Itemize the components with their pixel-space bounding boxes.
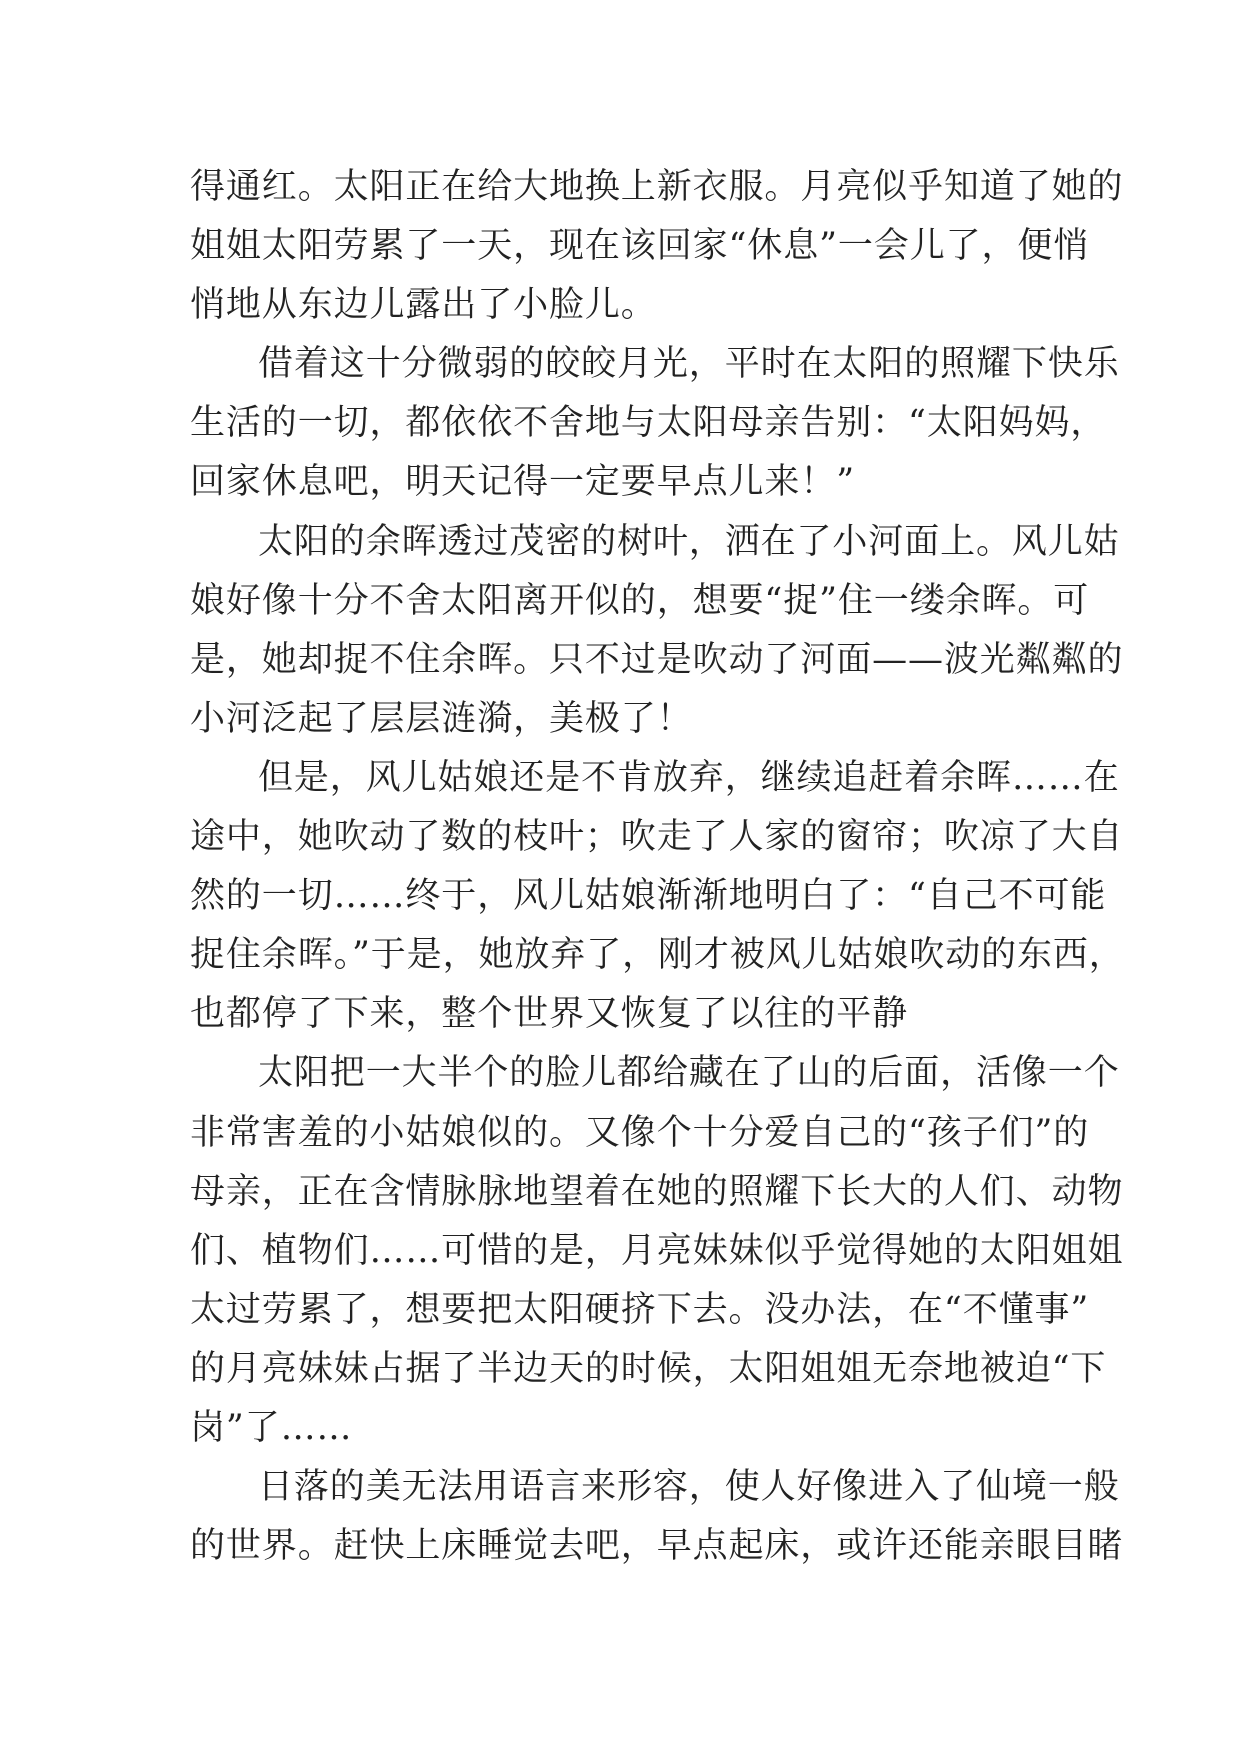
text-line: 太过劳累了，想要把太阳硬挤下去。没办法，在“不懂事” — [190, 1289, 1090, 1330]
text-line: 生活的一切，都依依不舍地与太阳母亲告别：“太阳妈妈， — [190, 403, 1107, 444]
paragraph — [190, 1044, 1124, 1458]
text-line: 回家休息吧，明天记得一定要早点儿来！” — [190, 462, 855, 503]
text-line: 娘好像十分不舍太阳离开似的，想要“捉”住一缕余晖。可 — [190, 580, 1090, 621]
body-text — [190, 158, 1125, 1576]
text-line: 们、植物们……可惜的是，月亮妹妹似乎觉得她的太阳姐姐 — [190, 1230, 1124, 1271]
paragraph — [190, 749, 1125, 1044]
text-line: 的世界。赶快上床睡觉去吧，早点起床，或许还能亲眼目睹 — [190, 1526, 1124, 1567]
text-line: 捉住余晖。”于是，她放弃了，刚才被风儿姑娘吹动的东西， — [190, 935, 1125, 976]
text-line: 悄地从东边儿露出了小脸儿。 — [190, 285, 657, 326]
text-line: 然的一切……终于，风儿姑娘渐渐地明白了：“自己不可能 — [190, 876, 1107, 917]
text-line: 也都停了下来，整个世界又恢复了以往的平静 — [190, 994, 909, 1035]
paragraph — [190, 513, 1124, 749]
text-line: 太阳的余晖透过茂密的树叶，洒在了小河面上。风儿姑 — [258, 521, 1120, 562]
text-line: 的月亮妹妹占据了半边天的时候，太阳姐姐无奈地被迫“下 — [190, 1348, 1107, 1389]
text-line: 日落的美无法用语言来形容，使人好像进入了仙境一般 — [258, 1467, 1120, 1508]
text-line: 是，她却捉不住余晖。只不过是吹动了河面——波光粼粼的 — [190, 639, 1124, 680]
text-line: 岗”了…… — [190, 1407, 353, 1448]
text-line: 小河泛起了层层涟漪，美极了！ — [190, 698, 693, 739]
text-line: 但是，风儿姑娘还是不肯放弃，继续追赶着余晖……在 — [258, 757, 1120, 798]
text-line: 非常害羞的小姑娘似的。又像个十分爱自己的“孩子们”的 — [190, 1112, 1090, 1153]
text-line: 母亲，正在含情脉脉地望着在她的照耀下长大的人们、动物 — [190, 1171, 1124, 1212]
text-line: 得通红。太阳正在给大地换上新衣服。月亮似乎知道了她的 — [190, 167, 1124, 207]
text-line: 姐姐太阳劳累了一天，现在该回家“休息”一会儿了，便悄 — [190, 226, 1090, 267]
paragraph — [190, 1458, 1124, 1576]
paragraph — [190, 158, 1124, 335]
text-line: 借着这十分微弱的皎皎月光，平时在太阳的照耀下快乐 — [258, 344, 1120, 385]
text-line: 途中，她吹动了数的枝叶；吹走了人家的窗帘；吹凉了大自 — [190, 817, 1124, 858]
paragraph — [190, 335, 1120, 512]
text-line: 太阳把一大半个的脸儿都给藏在了山的后面，活像一个 — [258, 1053, 1120, 1094]
